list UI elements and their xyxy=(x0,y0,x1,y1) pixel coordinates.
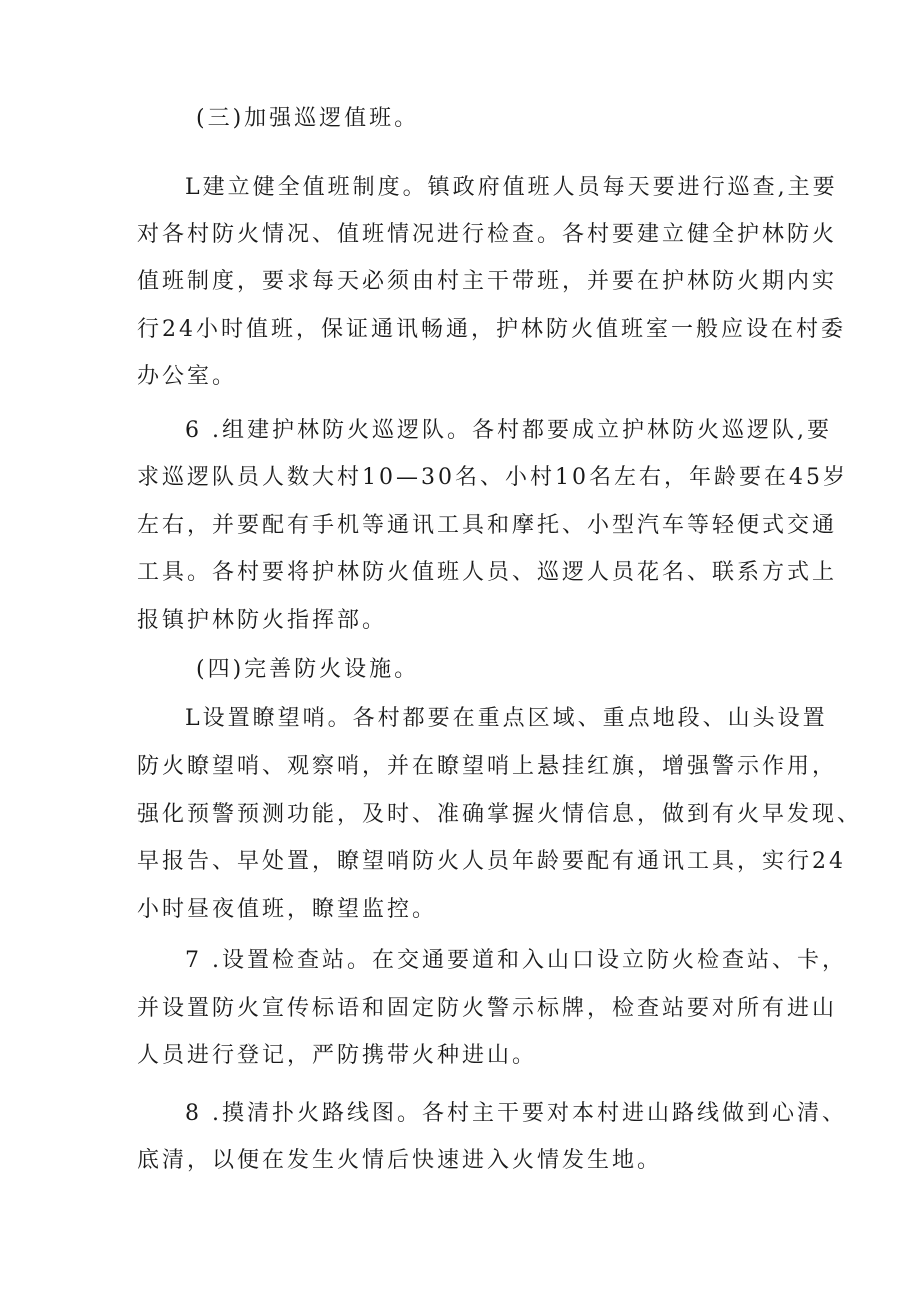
paragraph-line: 防火瞭望哨、观察哨，并在瞭望哨上悬挂红旗，增强警示作用， xyxy=(137,754,838,779)
paragraph-line: 左右，并要配有手机等通讯工具和摩托、小型汽车等轻便式交通 xyxy=(137,513,838,538)
paragraph-line: 人员进行登记，严防携带火种进山。 xyxy=(137,1043,538,1068)
paragraph-line: 底清，以便在发生火情后快速进入火情发生地。 xyxy=(137,1148,663,1173)
paragraph-line: 8 .摸清扑火路线图。各村主干要对本村进山路线做到心清、 xyxy=(185,1101,847,1126)
paragraph-line: 行24小时值班，保证通讯畅通，护林防火值班室一般应设在村委 xyxy=(137,317,846,342)
paragraph-line: 并设置防火宣传标语和固定防火警示标牌，检查站要对所有进山 xyxy=(137,996,838,1021)
paragraph-line: 小时昼夜值班，瞭望监控。 xyxy=(137,897,438,922)
paragraph-line: 6 .组建护林防火巡逻队。各村都要成立护林防火巡逻队,要 xyxy=(185,418,832,443)
paragraph-line: 办公室。 xyxy=(137,364,238,389)
section-heading-4: (四)完善防火设施。 xyxy=(196,657,420,682)
paragraph-line: 工具。各村要将护林防火值班人员、巡逻人员花名、联系方式上 xyxy=(137,560,838,585)
paragraph-line: 强化预警预测功能，及时、准确掌握火情信息，做到有火早发现、 xyxy=(137,802,863,827)
paragraph-line: 值班制度，要求每天必须由村主干带班，并要在护林防火期内实 xyxy=(137,269,838,294)
section-heading-3: (三)加强巡逻值班。 xyxy=(196,106,420,131)
paragraph-line: 7 .设置检查站。在交通要道和入山口设立防火检查站、卡， xyxy=(185,948,847,973)
paragraph-line: 报镇护林防火指挥部。 xyxy=(137,608,388,633)
paragraph-line: L设置瞭望哨。各村都要在重点区域、重点地段、山头设置 xyxy=(185,706,828,731)
paragraph-line: L建立健全值班制度。镇政府值班人员每天要进行巡查,主要 xyxy=(185,175,838,200)
paragraph-line: 早报告、早处置，瞭望哨防火人员年龄要配有通讯工具，实行24 xyxy=(137,849,846,874)
paragraph-line: 对各村防火情况、值班情况进行检查。各村要建立健全护林防火 xyxy=(137,222,838,247)
paragraph-line: 求巡逻队员人数大村10—30名、小村10名左右，年龄要在45岁 xyxy=(137,465,848,490)
